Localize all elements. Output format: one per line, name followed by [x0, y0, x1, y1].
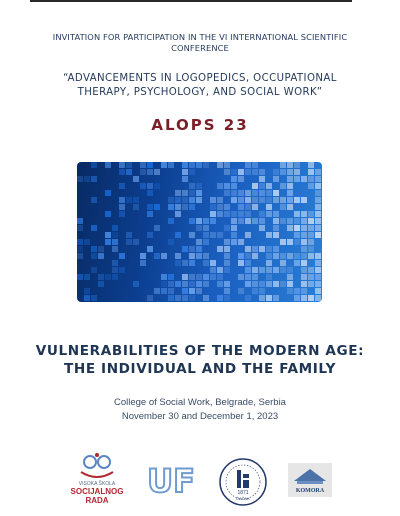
pixel-mosaic-graphic [77, 162, 322, 302]
knot-emblem-icon [68, 450, 126, 480]
seal-logo [218, 456, 268, 508]
uf-logo-mark [146, 462, 196, 498]
school-logo-line-1: VISOKA ŠKOLA [78, 481, 116, 487]
invitation-line-2: CONFERENCE [171, 43, 229, 53]
conference-acronym: ALOPS 23 [151, 116, 249, 134]
komora-text: KOMORA [295, 488, 325, 494]
komora-emblem-icon [288, 463, 332, 497]
conference-title-line-2: THERAPY, PSYCHOLOGY, AND SOCIAL WORK” [77, 87, 323, 98]
theme-title-line-2: THE INDIVIDUAL AND THE FAMILY [63, 361, 337, 377]
hero-image [77, 162, 322, 302]
school-logo-line-3: RADA [85, 496, 109, 505]
seal-emblem-icon [218, 456, 268, 508]
conference-title-line-1: “ADVANCEMENTS IN LOGOPEDICS, OCCUPATIONAL [63, 73, 337, 84]
seal-year: 1871 [237, 490, 249, 496]
komora-logo [288, 463, 332, 497]
top-rule [30, 0, 352, 2]
invitation-line-1: INVITATION FOR PARTICIPATION IN THE VI INTERNATIONAL SCIENTIFIC [52, 32, 348, 42]
school-logo-line-2: SOCIJALNOG [70, 487, 124, 496]
school-logo [68, 450, 126, 512]
uf-logo-text: UF [147, 462, 195, 498]
dates-text: November 30 and December 1, 2023 [121, 411, 279, 422]
theme-title-line-1: VULNERABILITIES OF THE MODERN AGE: [35, 343, 365, 359]
uf-logo [146, 462, 196, 498]
venue-text: College of Social Work, Belgrade, Serbia [114, 397, 286, 408]
seal-city: ČAČAK [236, 496, 250, 501]
